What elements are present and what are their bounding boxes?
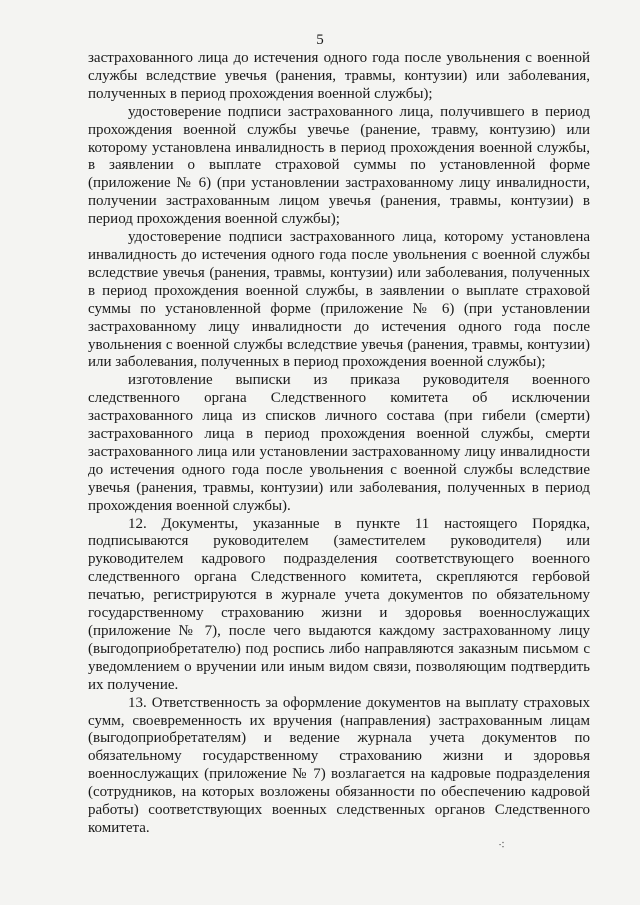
paragraph-item-13: 13. Ответственность за оформление документов на выплату страховых сумм, своевременность их вручения (направления) застрахованным лицам (выгодоприобретателям) и ведение журнала учета документов по обязательному государственному страхованию жизни и здоровья военнослужащих (приложение № 7) возлагается на кадровые подразделения (сотрудников, на которых возложены обязанности по обеспечению кадровой работы) соответствующих военных следственных органов Следственного комитета. bbox=[88, 694, 590, 836]
paragraph: изготовление выписки из приказа руководителя военного следственного органа Следственного комитета об исключении застрахованного лица из списков личного состава (при гибели (смерти) застрахованного лица в период прохождения военной службы, смерти застрахованного лица или установлении застрахованному лицу инвалидности до истечения одного года после увольнения с военной службы вследствие увечья (ранения, травмы, контузии) или заболевания, полученных в период прохождения военной службы). bbox=[88, 372, 590, 514]
paragraph: удостоверение подписи застрахованного лица, получившего в период прохождения военной службы увечье (ранение, травму, контузию) или которому установлена инвалидность в период прохождения военной службы, в заявлении о выплате страховой суммы по установленной форме (приложение № 6) (при установлении застрахованному лицу инвалидности, получении застрахованным лицом увечья (ранения, травмы, контузии) в период прохождения военной службы); bbox=[88, 103, 590, 228]
scan-mark: ⁖ bbox=[498, 838, 506, 852]
page-number: 5 bbox=[316, 32, 324, 48]
document-body bbox=[88, 50, 590, 838]
paragraph: удостоверение подписи застрахованного лица, которому установлена инвалидность до истечения одного года после увольнения с военной службы вследствие увечья (ранения, травмы, контузии) или заболевания, полученных в период прохождения военной службы, в заявлении о выплате страховой суммы по установленной форме (приложение № 6) (при установлении застрахованному лицу инвалидности до истечения одного года после увольнения с военной службы вследствие увечья (ранения, травмы, контузии) или заболевания, полученных в период прохождения военной службы); bbox=[88, 229, 590, 371]
paragraph: застрахованного лица до истечения одного года после увольнения с военной службы вследствие увечья (ранения, травмы, контузии) или заболевания, полученных в период прохождения военной службы); bbox=[88, 50, 590, 102]
paragraph-item-12: 12. Документы, указанные в пункте 11 настоящего Порядка, подписываются руководителем (заместителем руководителя) или руководителем кадрового подразделения соответствующего военного следственного органа Следственного комитета, скрепляются гербовой печатью, регистрируются в журнале учета документов по обязательному государственному страхованию жизни и здоровья военнослужащих (приложение № 7), после чего выдаются каждому застрахованному лицу (выгодоприобретателю) под роспись либо направляются заказным письмом с уведомлением о вручении или иным видом связи, позволяющим подтвердить их получение. bbox=[88, 515, 590, 693]
